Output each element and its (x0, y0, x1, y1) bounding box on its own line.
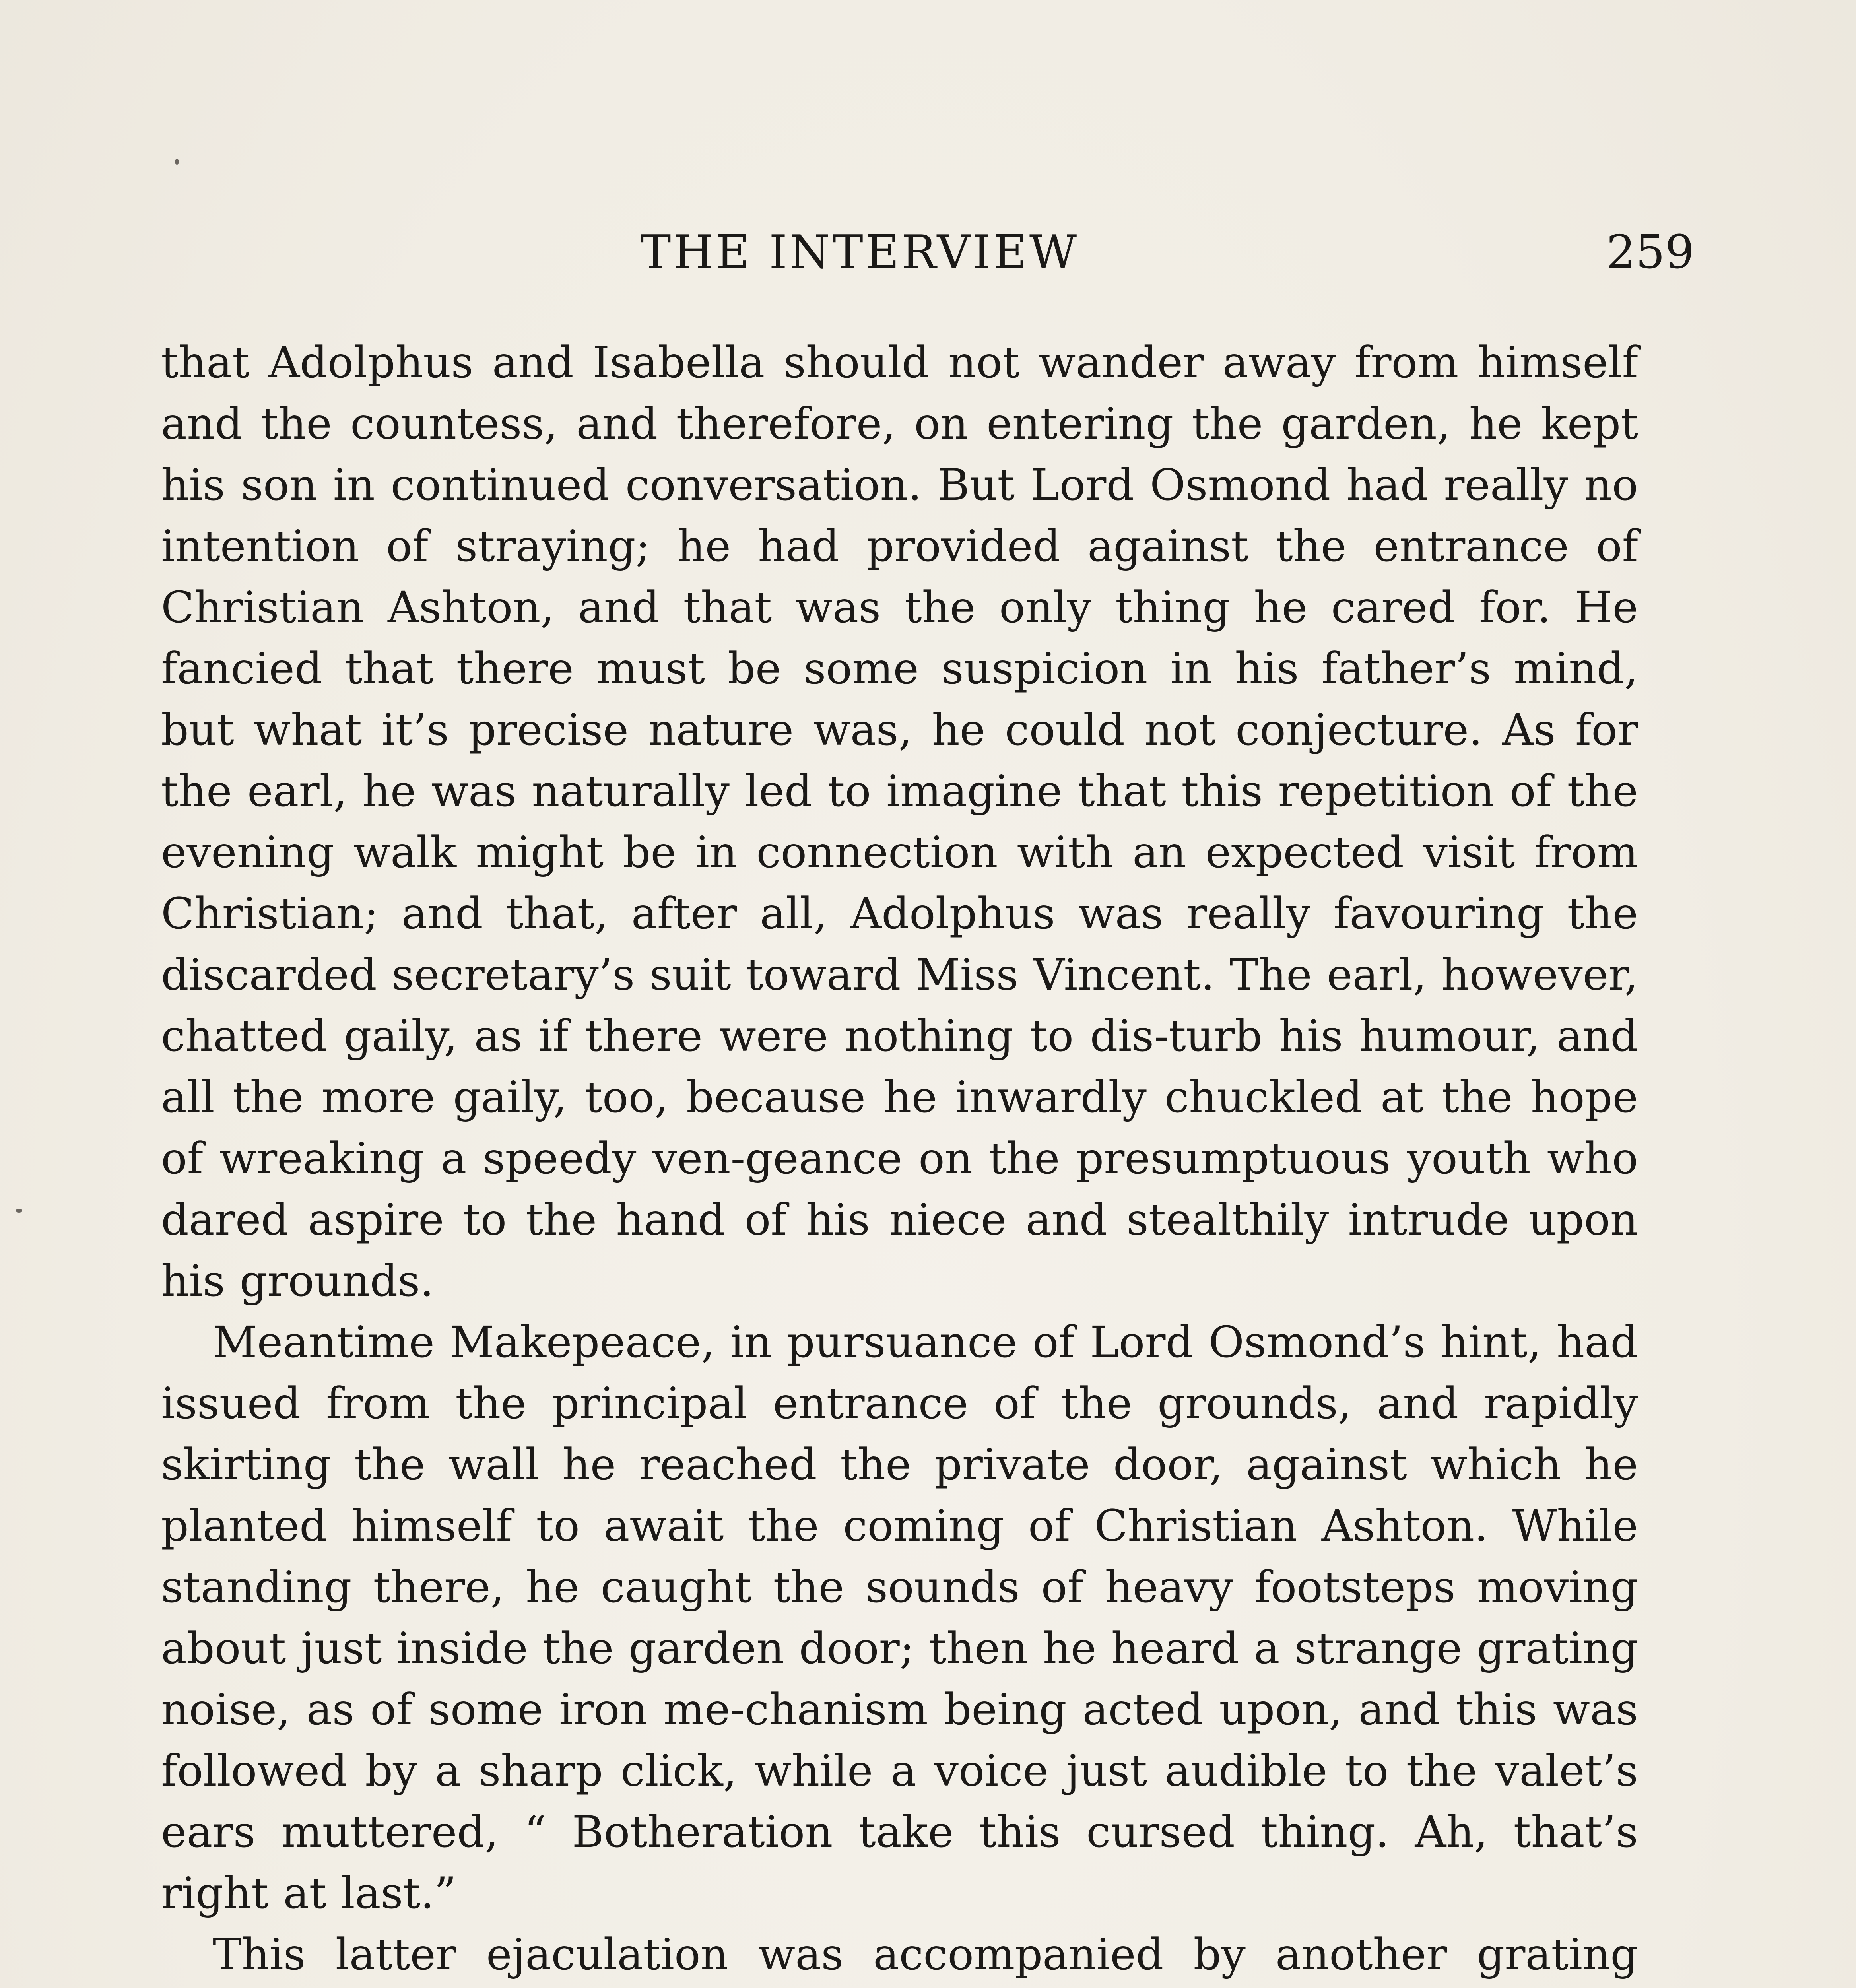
paragraph-2: Meantime Makepeace, in pursuance of Lord Osmond’s hint, had issued from the principal entrance of the grounds, and rapidly skirting the wall he reached the private door, against which he planted himself to await the coming of Christian Ashton. While standing there, he caught the sounds of heavy footsteps moving about just inside the garden door; then he heard a strange grating noise, as of some iron me-chanism being acted upon, and this was followed by a sharp click, while a voice just audible to the valet’s ears muttered, “ Botheration take this cursed thing. Ah, that’s right at last.” (161, 1317, 1638, 1918)
body-text (161, 332, 1638, 1988)
paragraph-1: that Adolphus and Isabella should not wander away from himself and the countess, and therefore, on entering the garden, he kept his son in continued conversation. But Lord Osmond had really no intention of straying; he had provided against the entrance of Christian Ashton, and that was the only thing he cared for. He fancied that there must be some suspicion in his father’s mind, but what it’s precise nature was, he could not conjecture. As for the earl, he was naturally led to imagine that this repetition of the evening walk might be in connection with an expected visit from Christian; and that, after all, Adolphus was really favouring the discarded secretary’s suit toward Miss Vincent. The earl, however, chatted gaily, as if there were nothing to dis-turb his humour, and all the more gaily, too, because he inwardly chuckled at the hope of wreaking a speedy ven-geance on the presumptuous youth who dared aspire to the hand of his niece and stealthily intrude upon his grounds. (161, 337, 1638, 1306)
paper-speck (175, 159, 179, 165)
paragraph-3: This latter ejaculation was accompanied by another grating (213, 1929, 1638, 1980)
paper-speck (16, 1209, 22, 1213)
running-head: THE INTERVIEW (640, 225, 1079, 279)
page-number: 259 (1606, 225, 1695, 279)
page-header (0, 223, 1856, 282)
